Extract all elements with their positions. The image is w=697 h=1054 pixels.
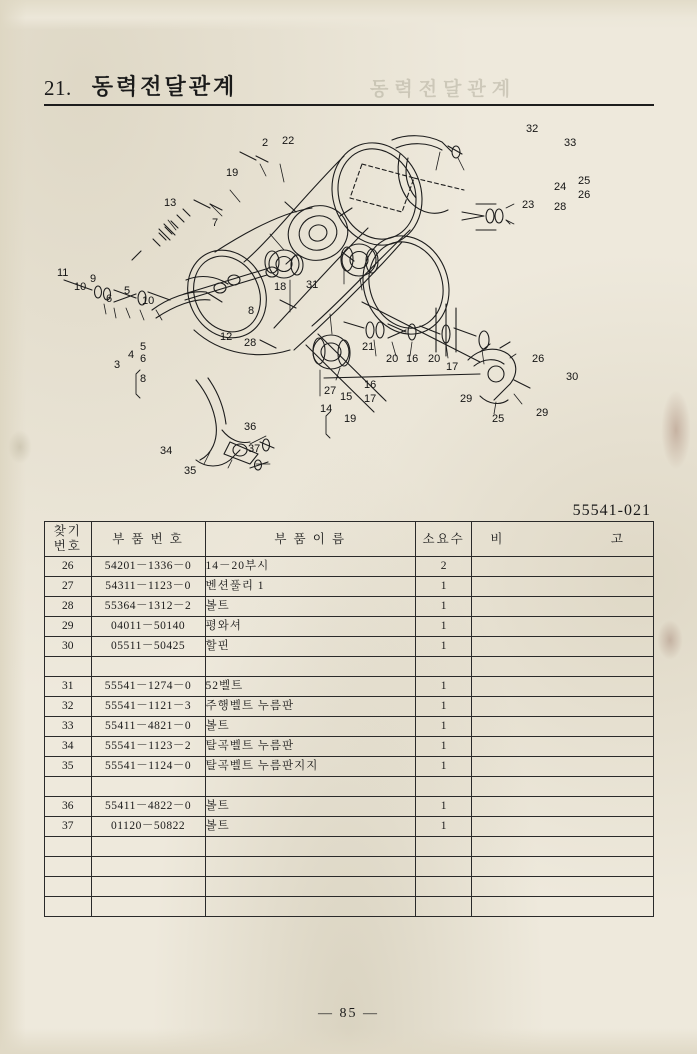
svg-text:6: 6 <box>106 293 113 305</box>
chapter-title: 동력전달관계 <box>91 74 238 99</box>
svg-text:15: 15 <box>340 391 353 403</box>
cell-remark <box>472 617 654 637</box>
table-empty-row <box>45 897 654 917</box>
svg-text:19: 19 <box>226 167 239 179</box>
empty-cell <box>45 877 92 897</box>
cell-index: 26 <box>45 557 92 577</box>
svg-text:25: 25 <box>578 175 591 187</box>
cell-part-name: 볼트 <box>205 597 415 617</box>
svg-text:18: 18 <box>274 281 287 293</box>
svg-text:33: 33 <box>564 137 577 149</box>
empty-cell <box>472 897 654 917</box>
svg-text:9: 9 <box>90 273 97 285</box>
svg-text:4: 4 <box>128 349 135 361</box>
svg-text:20: 20 <box>428 353 441 365</box>
cell-part-number: 55541－1274－0 <box>91 677 205 697</box>
svg-text:19: 19 <box>344 413 357 425</box>
svg-text:6: 6 <box>140 353 147 365</box>
table-row <box>45 757 654 777</box>
svg-text:35: 35 <box>184 465 197 477</box>
empty-cell <box>205 857 415 877</box>
header-part-name: 부 품 이 름 <box>205 522 415 557</box>
cell-part-name: 볼트 <box>205 817 415 837</box>
cell-quantity: 1 <box>415 577 471 597</box>
cell-quantity: 1 <box>415 817 471 837</box>
cell-index: 33 <box>45 717 92 737</box>
cell-part-number: 55541－1124－0 <box>91 757 205 777</box>
table-row <box>45 637 654 657</box>
cell-index: 37 <box>45 817 92 837</box>
empty-cell <box>91 857 205 877</box>
table-row <box>45 697 654 717</box>
cell-quantity: 1 <box>415 637 471 657</box>
cell-part-name: 주행벨트 누름판 <box>205 697 415 717</box>
cell-remark <box>472 817 654 837</box>
svg-text:17: 17 <box>446 361 459 373</box>
exploded-parts-diagram <box>44 112 654 502</box>
svg-text:10: 10 <box>142 295 155 307</box>
svg-text:13: 13 <box>164 197 177 209</box>
cell-part-number: 04011－50140 <box>91 617 205 637</box>
cell-remark <box>472 757 654 777</box>
title-divider <box>44 104 654 106</box>
empty-cell <box>415 877 471 897</box>
svg-text:31: 31 <box>306 279 319 291</box>
spacer-cell <box>205 777 415 797</box>
cell-part-name: 할핀 <box>205 637 415 657</box>
empty-cell <box>205 897 415 917</box>
table-row <box>45 737 654 757</box>
table-row <box>45 617 654 637</box>
cell-part-number: 05511－50425 <box>91 637 205 657</box>
svg-text:29: 29 <box>536 407 549 419</box>
table-row <box>45 817 654 837</box>
table-header-row <box>45 522 654 557</box>
cell-part-name: 탈곡벨트 누름판지지 <box>205 757 415 777</box>
svg-text:23: 23 <box>522 199 535 211</box>
cell-index: 27 <box>45 577 92 597</box>
cell-index: 29 <box>45 617 92 637</box>
chapter-number: 21. <box>44 76 72 100</box>
svg-text:21: 21 <box>362 341 375 353</box>
cell-part-number: 55411－4821－0 <box>91 717 205 737</box>
svg-text:26: 26 <box>532 353 545 365</box>
svg-text:7: 7 <box>212 217 219 229</box>
svg-text:34: 34 <box>160 445 173 457</box>
spacer-cell <box>45 657 92 677</box>
header-remark-right: 고 <box>610 531 625 546</box>
cell-part-name: 벤션풀리 1 <box>205 577 415 597</box>
page-number: — 85 — <box>318 1006 379 1021</box>
cell-part-name: 평와셔 <box>205 617 415 637</box>
svg-text:28: 28 <box>554 201 567 213</box>
svg-text:28: 28 <box>244 337 257 349</box>
cell-part-number: 55364－1312－2 <box>91 597 205 617</box>
svg-text:27: 27 <box>324 385 337 397</box>
paper-stain <box>8 430 32 464</box>
cell-remark <box>472 637 654 657</box>
bleedthrough-text: 동력전달관계 <box>370 79 517 100</box>
header-part-number: 부 품 번 호 <box>91 522 205 557</box>
page-edge-shadow-bottom <box>0 1028 697 1054</box>
cell-index: 35 <box>45 757 92 777</box>
empty-cell <box>472 837 654 857</box>
page-edge-shadow-left <box>0 0 26 1054</box>
svg-text:3: 3 <box>114 359 121 371</box>
svg-text:17: 17 <box>364 393 377 405</box>
table-row <box>45 557 654 577</box>
cell-remark <box>472 557 654 577</box>
cell-remark <box>472 597 654 617</box>
cell-part-name: 52벨트 <box>205 677 415 697</box>
page-edge-shadow-top <box>0 0 697 30</box>
svg-text:11: 11 <box>57 267 69 279</box>
svg-text:12: 12 <box>220 331 233 343</box>
table-spacer-row <box>45 777 654 797</box>
cell-quantity: 1 <box>415 697 471 717</box>
header-remark <box>472 522 654 557</box>
header-index-line2: 번호 <box>53 539 82 553</box>
cell-index: 31 <box>45 677 92 697</box>
cell-remark <box>472 717 654 737</box>
svg-text:32: 32 <box>526 123 539 135</box>
svg-text:24: 24 <box>554 181 567 193</box>
spacer-cell <box>91 777 205 797</box>
paper-stain <box>661 390 691 470</box>
spacer-cell <box>472 777 654 797</box>
empty-cell <box>415 897 471 917</box>
table-row <box>45 597 654 617</box>
cell-part-name: 14－20부시 <box>205 557 415 577</box>
empty-cell <box>472 877 654 897</box>
svg-text:25: 25 <box>492 413 505 425</box>
header-remark-left: 비 <box>490 531 505 546</box>
spacer-cell <box>415 777 471 797</box>
cell-index: 28 <box>45 597 92 617</box>
empty-cell <box>91 877 205 897</box>
cell-quantity: 1 <box>415 597 471 617</box>
spacer-cell <box>472 657 654 677</box>
cell-quantity: 1 <box>415 677 471 697</box>
table-spacer-row <box>45 657 654 677</box>
svg-text:29: 29 <box>460 393 473 405</box>
cell-index: 36 <box>45 797 92 817</box>
svg-text:37: 37 <box>248 443 261 455</box>
empty-cell <box>45 857 92 877</box>
header-index-line1: 찾기 <box>53 524 82 538</box>
cell-part-number: 01120－50822 <box>91 817 205 837</box>
page-title <box>44 70 654 101</box>
spacer-cell <box>45 777 92 797</box>
svg-text:5: 5 <box>140 341 147 353</box>
svg-text:10: 10 <box>74 281 87 293</box>
empty-cell <box>472 857 654 877</box>
svg-text:20: 20 <box>386 353 399 365</box>
svg-text:36: 36 <box>244 421 257 433</box>
figure-code: 55541-021 <box>572 502 651 519</box>
table-row <box>45 797 654 817</box>
cell-part-name: 탈곡벨트 누름판 <box>205 737 415 757</box>
empty-cell <box>415 857 471 877</box>
table-empty-row <box>45 857 654 877</box>
cell-remark <box>472 737 654 757</box>
cell-index: 34 <box>45 737 92 757</box>
empty-cell <box>45 897 92 917</box>
cell-part-number: 55541－1123－2 <box>91 737 205 757</box>
header-index-number <box>45 522 92 557</box>
cell-part-name: 볼트 <box>205 797 415 817</box>
empty-cell <box>91 897 205 917</box>
cell-remark <box>472 697 654 717</box>
spacer-cell <box>415 657 471 677</box>
cell-remark <box>472 677 654 697</box>
svg-text:16: 16 <box>406 353 419 365</box>
table-row <box>45 677 654 697</box>
cell-quantity: 1 <box>415 737 471 757</box>
empty-cell <box>415 837 471 857</box>
cell-part-number: 54201－1336－0 <box>91 557 205 577</box>
cell-part-name: 볼트 <box>205 717 415 737</box>
cell-remark <box>472 797 654 817</box>
table-row <box>45 717 654 737</box>
spacer-cell <box>91 657 205 677</box>
svg-text:30: 30 <box>566 371 579 383</box>
svg-text:8: 8 <box>248 305 255 317</box>
cell-quantity: 1 <box>415 797 471 817</box>
spacer-cell <box>205 657 415 677</box>
svg-text:2: 2 <box>262 137 269 149</box>
header-quantity: 소요수 <box>415 522 471 557</box>
cell-quantity: 1 <box>415 757 471 777</box>
cell-quantity: 1 <box>415 717 471 737</box>
cell-quantity: 2 <box>415 557 471 577</box>
svg-text:26: 26 <box>578 189 591 201</box>
svg-text:5: 5 <box>124 285 131 297</box>
svg-text:22: 22 <box>282 135 295 147</box>
parts-table <box>44 521 654 917</box>
cell-part-number: 54311－1123－0 <box>91 577 205 597</box>
empty-cell <box>45 837 92 857</box>
table-empty-row <box>45 837 654 857</box>
table-empty-row <box>45 877 654 897</box>
empty-cell <box>205 837 415 857</box>
table-row <box>45 577 654 597</box>
cell-part-number: 55541－1121－3 <box>91 697 205 717</box>
svg-text:16: 16 <box>364 379 377 391</box>
svg-text:8: 8 <box>140 373 147 385</box>
cell-quantity: 1 <box>415 617 471 637</box>
empty-cell <box>205 877 415 897</box>
paper-stain <box>657 620 683 660</box>
cell-index: 32 <box>45 697 92 717</box>
svg-text:14: 14 <box>320 403 333 415</box>
cell-remark <box>472 577 654 597</box>
empty-cell <box>91 837 205 857</box>
cell-index: 30 <box>45 637 92 657</box>
cell-part-number: 55411－4822－0 <box>91 797 205 817</box>
